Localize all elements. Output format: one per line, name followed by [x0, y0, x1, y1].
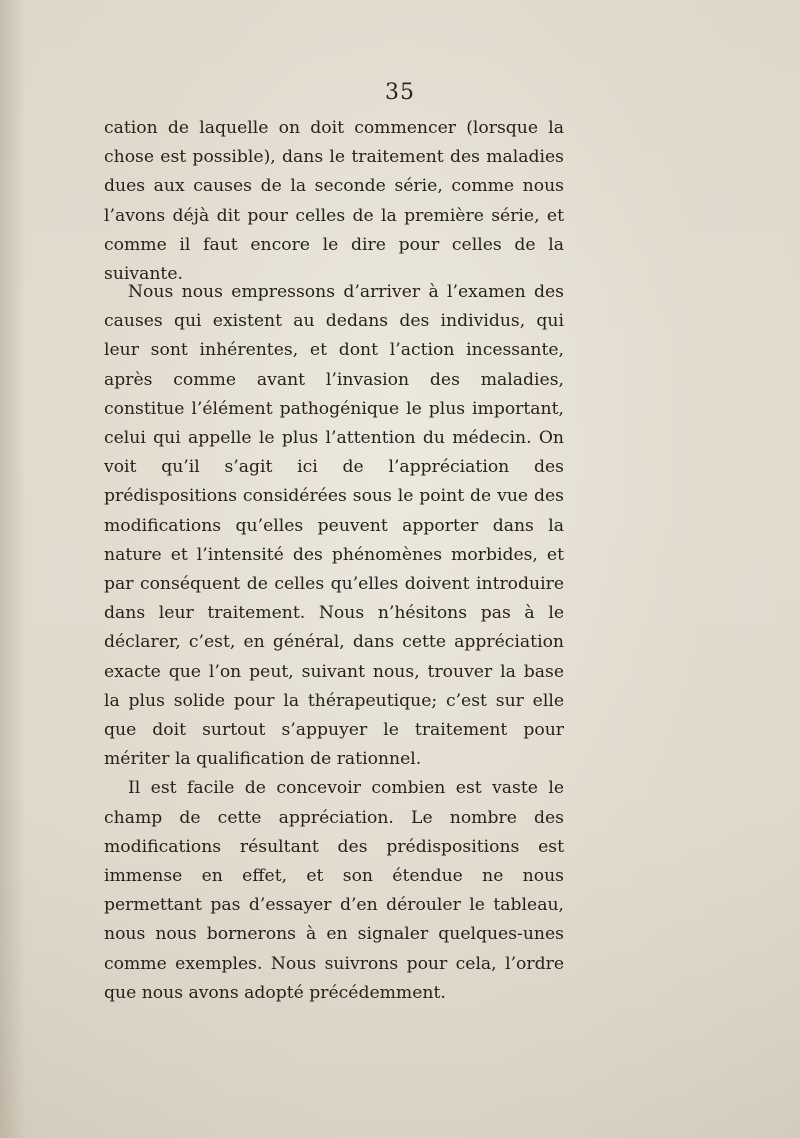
text-block-main	[104, 278, 564, 1008]
page-number: 35	[385, 80, 415, 105]
text-block-top	[104, 114, 564, 289]
paragraph-2: Nous nous empressons d’arriver à l’examen des causes qui existent au dedans des individus, qui leur sont inhérentes, et dont l’action incessante, après comme avant l’invasion des maladies, constitue l’élément pathogénique le plus important, celui qui appelle le plus l’attention du médecin. On voit qu’il s’agit ici de l’appréciation des prédispositions considérées sous le point de vue des modifications qu’elles peuvent apporter dans la nature et l’intensité des phénomènes morbides, et par conséquent de celles qu’elles doivent introduire dans leur traitement. Nous n’hésitons pas à le déclarer, c’est, en général, dans cette appréciation exacte que l’on peut, suivant nous, trouver la base la plus solide pour la thérapeutique; c’est sur elle que doit surtout s’appuyer le traitement pour mériter la qualification de rationnel.	[104, 282, 564, 770]
paragraph-1: cation de laquelle on doit commencer (lorsque la chose est possible), dans le traitement des maladies dues aux causes de la seconde série, comme nous l’avons déjà dit pour celles de la première série, et comme il faut encore le dire pour celles de la suivante.	[104, 118, 564, 285]
paragraph-3: Il est facile de concevoir combien est vaste le champ de cette appréciation. Le nombre des modifications résultant des prédispositions est immense en effet, et son étendue ne nous permettant pas d’essayer d’en dérouler le tableau, nous nous bornerons à en signaler quelques-unes comme exemples. Nous suivrons pour cela, l’ordre que nous avons adopté précédemment.	[104, 778, 564, 1003]
